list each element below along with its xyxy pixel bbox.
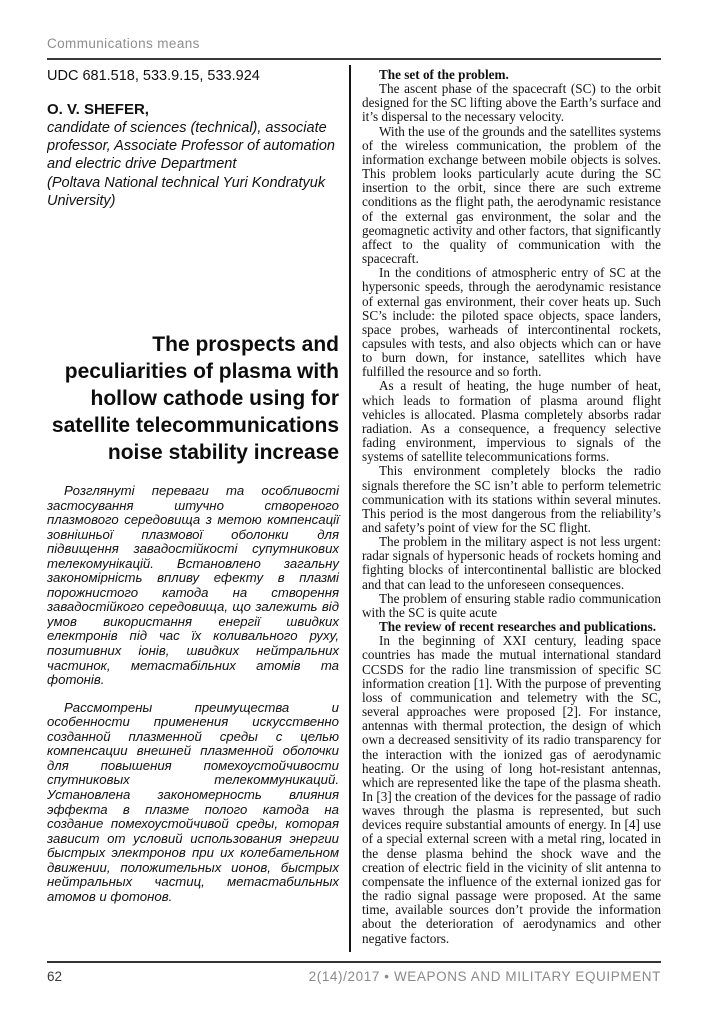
body-paragraph: As a result of heating, the huge number of heat, which leads to formation of plasma around flight vehicles is allocated. Plasma completely absorbs radar radiation. As a consequence, a frequency selective fading environment, impervious to signals of the systems of satellite telecommunications forms.: [362, 378, 661, 465]
udc-code: UDC 681.518, 533.9.15, 533.924: [47, 68, 260, 84]
page-number: 62: [47, 969, 63, 984]
body-paragraph: The problem of ensuring stable radio communication with the SC is quite acute: [362, 590, 661, 620]
left-column: [47, 62, 349, 952]
abstract-ukrainian: Розглянуті переваги та особливості застосування штучно створеного плазмового середовища з метою компенсації зовнішньої плазмової оболонки для підвищення завадостійкості супутникових телекомунікацій. Встановлено загальну закономірність впливу ефекту в плазмі порожнистого катода на створення завадостійкого середовища, що залежить від умов використання енергії швидких електронів під час їх коливального руху, позитивних іонів, швидких нейтральних частинок, метастабільних атомів та фотонів.: [47, 483, 339, 688]
body-paragraph: The ascent phase of the spacecraft (SC) to the orbit designed for the SC lifting above the Earth’s surface and it’s dispersal to the necessary velocity.: [362, 81, 661, 125]
body-paragraph: In the beginning of XXI century, leading space countries has made the mutual international standard CCSDS for the radio line transmission of specific SC information creation [1]. With the purpose of preventing loss of communication and telemetry with the SC, several approaches were proposed [2]. For instance, antennas with thermal protection, the design of which own a decreased sensitivity of its radio transparency for the interaction with the ionized gas of aerodynamic heating. Or the using of long hot-resistant antennas, which are represented like the tape of the plasma sheath. In [3] the creation of the devices for the passage of radio waves through the plasma is represented, but such devices require substantial amounts of energy. In [4] use of a special external screen with a metal ring, located in the dense plasma behind the shock wave and the creation of electric field in the vicinity of slit antenna to compensate the influence of the external ionized gas for the radio signal passage were proposed. At the same time, available sources don’t provide the information about the deterioration of aerodynamics and other negative factors.: [362, 633, 661, 946]
section-label: Communications means: [47, 36, 200, 51]
content-columns: [47, 62, 661, 952]
right-column: [351, 62, 661, 952]
journal-title: 2(14)/2017 • WEAPONS AND MILITARY EQUIPMENT: [308, 969, 661, 984]
body-paragraph: In the conditions of atmospheric entry of SC at the hypersonic speeds, through the aerodynamic resistance of external gas environment, their cover heats up. Such SC’s include: the piloted space objects, space landers, space probes, warheads of intercontinental rockets, capsules with tests, and also objects which can or have to burn down, for instance, satellites which have fulfilled the resource and so forth.: [362, 265, 661, 380]
author-university: (Poltava National technical Yuri Kondratyuk University): [47, 174, 326, 209]
body-paragraph: This environment completely blocks the radio signals therefore the SC isn’t able to perform telemetric communication with its stations within several minutes. This period is the most dangerous from the reliability’s and safety’s point of view for the SC flight.: [362, 463, 661, 535]
section-heading: The review of recent researches and publications.: [379, 619, 657, 635]
article-title: The prospects and peculiarities of plasma with hollow cathode using for satellite telecommunications noise stability increase: [51, 333, 339, 465]
abstract-russian: Рассмотрены преимущества и особенности применения искусственно созданной плазменной среды с целью компенсации внешней плазменной оболочки для повышения помехоустойчивости спутниковых телекоммуникаций. Установлена закономерность влияния эффекта в плазме полого катода на создание помехоустойчивой среды, которая зависит от условий использования энергии быстрых электронов при их колебательном движении, положительных ионов, быстрых нейтральных частиц, метастабильных атомов и фотонов.: [47, 699, 339, 904]
running-head: [47, 36, 661, 60]
body-paragraph: The problem in the military aspect is not less urgent: radar signals of hypersonic heads of rockets homing and fighting blocks of intercontinental ballistic are blocked and that can lead to the unforeseen consequences.: [362, 534, 661, 592]
author-affiliation: candidate of sciences (technical), associate professor, Associate Professor of automation and electric drive Department: [47, 120, 335, 173]
author-name: O. V. SHEFER,: [47, 101, 149, 118]
section-heading: The set of the problem.: [379, 67, 509, 82]
page-footer: [47, 961, 661, 984]
body-paragraph: With the use of the grounds and the satellites systems of the wireless communication, the problem of the information exchange between mobile objects is solves. This problem looks particularly acute during the SC insertion to the orbit, since there are such extreme conditions as the flight path, the aerodynamic resistance of the external gas environment, the solar and the geomagnetic activity and other factors, that significantly affect to the quality of communication with the spacecraft.: [362, 123, 661, 267]
